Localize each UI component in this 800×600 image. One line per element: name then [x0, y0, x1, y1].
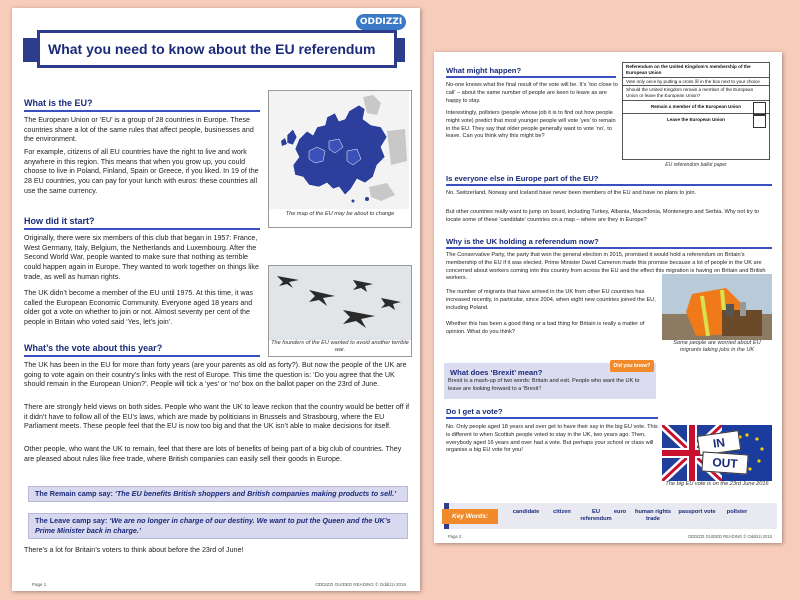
- leave-checkbox[interactable]: [753, 115, 766, 128]
- workers-photo: [662, 274, 772, 362]
- ballot-caption: EU referendum ballot paper: [665, 162, 727, 168]
- war-planes-image: [269, 266, 411, 338]
- paragraph: The UK has been in the EU for more than forty years (are your parents as old as forty?). But now the people of the UK are going to vote again on their country’s links with the rest of Europe. This time the question is: ‘Do you agree that the UK should remain in the European Union?’. People will tick a ‘yes’ or ‘no’ box on the ballot paper on the 23rd of June.: [24, 361, 407, 389]
- heading-underline: [24, 110, 260, 112]
- paragraph: Other people, who want the UK to remain, feel that there are lots of benefits of being part of a big club of countries. They are pleased about rules like free trade, where British companies can easily sell their goods in Europe.: [24, 445, 402, 463]
- ballot-paper: [622, 62, 770, 160]
- page-1: [12, 8, 420, 591]
- title-banner: [23, 30, 405, 70]
- did-you-know-badge: Did you know?: [610, 360, 654, 372]
- in-out-flag-photo: [662, 425, 772, 493]
- keyword: human rights trade: [634, 509, 672, 522]
- paragraph: No-one knows what the final result of the vote will be. It’s ‘too close to call’ – about the same number of people are keen to leave as are happy to stay.: [446, 82, 618, 104]
- paragraph: The European Union or ‘EU’ is a group of 28 countries in Europe. These countries share a lot of the same rules that affect people, businesses and the environment.: [24, 116, 254, 144]
- paragraph: The UK didn’t become a member of the EU until 1975. At this time, it was called the European Economic Community. Everyone aged 18 years and older got a vote on whether to join or not. Almost seventy per cent of the people in Britain who voted said ‘Yes, let’s join’.: [24, 289, 254, 327]
- oddizzi-logo: ODDIZZI: [356, 14, 406, 30]
- keyword: candidate: [512, 509, 540, 515]
- paragraph: Brexit is a mash-up of two words: Britain and exit. People who want the UK to leave are looking forward to a ‘Brexit’!: [448, 378, 640, 392]
- paragraph: No. Switzerland, Norway and Iceland have never been members of the EU and have no plans to join.: [446, 190, 696, 196]
- closing-line: There’s a lot for Britain’s voters to think about before the 23rd of June!: [24, 546, 244, 554]
- paragraph: For example, citizens of all EU countries have the right to live and work anywhere in this region. This means that when you grow up, you could choose to live in Poland, Finland, Spain or Greece, if you liked. In 19 of the 28 EU countries, you can pay for your lunch with euros: these countries all use the same currency.: [24, 148, 259, 195]
- heading-underline: [446, 247, 772, 249]
- heading-what-is-eu: What is the EU?: [24, 98, 93, 108]
- keyword: euro: [613, 509, 627, 515]
- paragraph: No. Only people aged 18 years and over get to have their say in the big EU vote. This is different to when Scottish people voted to stay in the UK, two years ago. Then, everybody aged 16 years and over had a vote. But perhaps your school or class will organise a big EU vote for you!: [446, 424, 658, 454]
- paragraph: The Conservative Party, the party that won the general election in 2015, promised it would hold a referendum on Britain’s membership of the EU if it was elected. Prime Minister David Cameron made this promise because a lot of people in the UK are concerned about workers coming into this country from across the EU and the effect this migration is having on Britain and British workers.: [446, 252, 766, 282]
- in-card: IN: [697, 430, 741, 456]
- keyword: pollster: [726, 509, 748, 515]
- ballot-instruction: Vote only once by putting a cross ☒ in the box next to your choice: [623, 78, 769, 87]
- out-card: OUT: [701, 451, 748, 474]
- leave-camp-box: [28, 513, 408, 539]
- heading-underline: [446, 417, 658, 419]
- copyright: ODDIZZI GUIDED READING © Oddizzi 2016: [315, 582, 406, 587]
- heading-underline: [24, 228, 260, 230]
- heading-underline: [446, 76, 616, 78]
- remain-label: The Remain camp say:: [35, 489, 115, 498]
- remain-camp-box: [28, 486, 408, 502]
- heading-why-referendum: Why is the UK holding a referendum now?: [446, 237, 599, 246]
- keyword: passport vote: [678, 509, 716, 515]
- map-caption: The map of the EU may be about to change: [285, 211, 395, 217]
- eu-map-image: [269, 91, 409, 209]
- ballot-option-remain: Remain a member of the European Union: [623, 101, 769, 114]
- leave-label: The Leave camp say:: [35, 516, 110, 525]
- planes-caption: The founders of the EU wanted to avoid another terrible war.: [269, 340, 411, 356]
- planes-photo: [268, 265, 412, 357]
- flag-caption: The big EU vote is on the 23rd June 2016: [662, 481, 772, 493]
- ballot-title: Referendum on the United Kingdom’s membership of the European Union: [623, 63, 769, 78]
- eu-map-figure: [268, 90, 412, 228]
- leave-quote: ‘We are no longer in charge of our destiny. We want to put the Queen and the UK’s Prime Minister back in charge.’: [35, 516, 391, 535]
- page-title: What you need to know about the EU referendum: [48, 41, 376, 57]
- heading-underline: [446, 184, 772, 186]
- page-2-footer: [448, 534, 772, 539]
- paragraph: Whether this has been a good thing or a bad thing for Britain is really a matter of opinion. What do you think?: [446, 321, 645, 335]
- page-number: Page 2: [448, 534, 462, 539]
- worker-image: [662, 274, 772, 340]
- workers-caption: Some people are worried about EU migrants taking jobs in the UK: [662, 340, 772, 362]
- ballot-option-leave: Leave the European Union: [623, 114, 769, 126]
- heading-do-i-get-a-vote: Do I get a vote?: [446, 407, 503, 416]
- remain-quote: ‘The EU benefits British shoppers and British companies making products to sell.’: [114, 489, 397, 498]
- page-number: Page 1: [32, 582, 47, 587]
- heading-brexit: What does ‘Brexit’ mean?: [450, 368, 543, 377]
- keyword: citizen: [553, 509, 571, 515]
- copyright: ODDIZZI GUIDED READING © Oddizzi 2016: [687, 534, 772, 539]
- paragraph: Interestingly, pollsters (people whose job it is to find out how people might vote) predict that most younger people will vote ‘yes’ to remain in the EU. They say that older people generally want to vote ‘no’, to leave. Can you think why this might be?: [446, 110, 616, 140]
- heading-what-might-happen: What might happen?: [446, 66, 522, 75]
- paragraph: There are strongly held views on both sides. People who want the UK to leave reckon that the country would be better off if it didn’t have to follow all of the EU’s laws, which are made by politicians in Brussels and Strasbourg, where the EU Parliament meets. These people feel that the EU is now too big and that the UK isn’t able to make decisions for itself.: [24, 403, 410, 431]
- paragraph: The number of migrants that have arrived in the UK from other EU countries has increased recently, in particular, since 2004, when eight new countries joined the EU, including Poland.: [446, 289, 656, 311]
- heading-vote: What’s the vote about this year?: [24, 343, 163, 353]
- paragraph: But other countries really want to jump on board, including Turkey, Albania, Macedonia, Montenegro and Serbia. Why not try to locate some of these ‘candidate’ countries on a map – where are they in Europe?: [446, 209, 760, 223]
- keyword: EU referendum: [580, 509, 612, 522]
- heading-everyone-else: Is everyone else in Europe part of the EU?: [446, 174, 599, 183]
- key-words-label: Key Words:: [442, 509, 498, 524]
- paragraph: Originally, there were six members of this club that began in 1957: France, West Germany, Italy, Belgium, the Netherlands and Luxembourg. After the Second World War, people wanted to make sure that nothing as terrible could happen again in Europe. They wanted to work together on things like trade, as well as human rights.: [24, 234, 259, 281]
- heading-underline: [24, 355, 260, 357]
- page-2: [434, 52, 782, 543]
- ballot-question: Should the United Kingdom remain a member of the European Union or leave the European Union?: [623, 86, 769, 101]
- heading-how-did-it-start: How did it start?: [24, 216, 95, 226]
- page-1-footer: [32, 582, 406, 587]
